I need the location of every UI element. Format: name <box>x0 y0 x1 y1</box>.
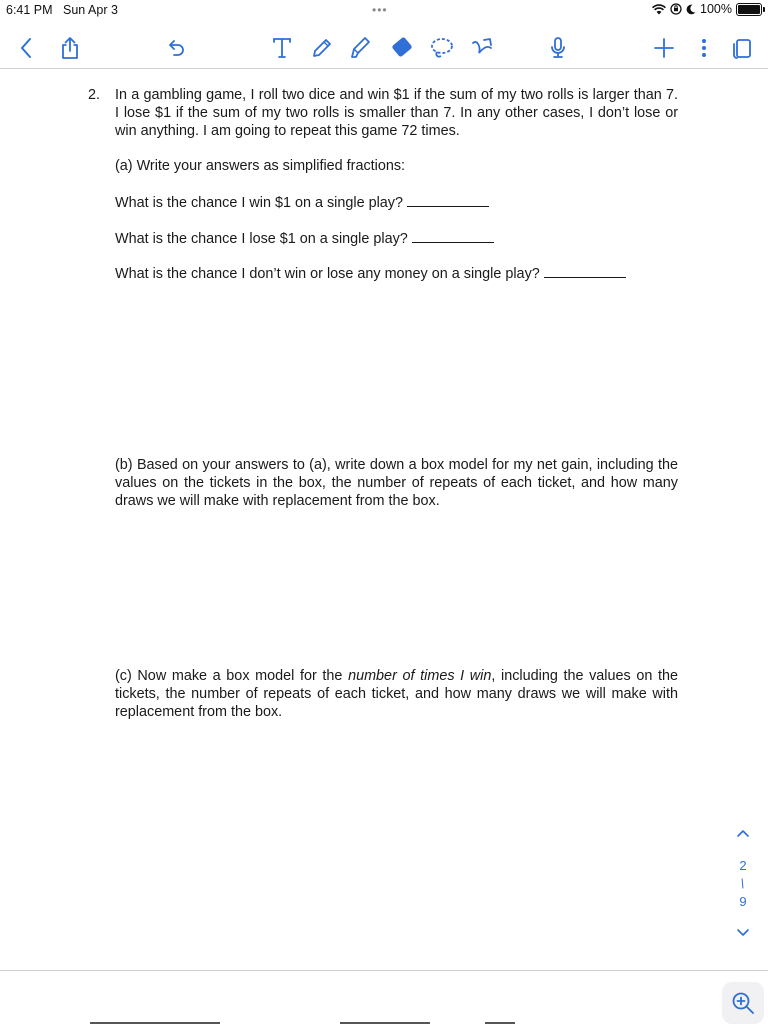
text-tool-icon <box>271 36 293 60</box>
battery-percent: 100% <box>700 2 732 16</box>
current-page: 2 <box>739 858 747 873</box>
moon-icon <box>686 4 696 15</box>
highlighter-tool-button[interactable] <box>346 32 378 64</box>
back-chevron-icon <box>19 37 33 59</box>
question-number: 2. <box>88 87 101 103</box>
page-break-line <box>0 970 768 971</box>
part-a-question-1 <box>115 192 678 212</box>
page-up-button[interactable] <box>728 826 758 844</box>
share-button[interactable] <box>54 32 86 64</box>
chevron-up-icon <box>736 828 750 838</box>
add-button[interactable] <box>648 32 680 64</box>
multitask-dots[interactable]: ••• <box>372 3 388 17</box>
orientation-lock-icon <box>670 3 682 15</box>
part-b-text: (b) Based on your answers to (a), write down a box model for my net gain, including the values on the tickets in the box, the number of repeats of each ticket, and how many draws we will make with replacement from the box. <box>115 457 678 509</box>
page-navigator <box>728 826 758 944</box>
part-c-suffix: , including the values on the tickets, the number of repeats of each ticket, and how many draws we will make with replacement from the box. <box>115 668 678 720</box>
text-tool-button[interactable] <box>266 32 298 64</box>
answer-blank-3[interactable] <box>544 263 626 278</box>
eraser-icon <box>388 36 416 60</box>
answer-blank-2[interactable] <box>412 228 494 243</box>
undo-icon <box>165 37 187 59</box>
page-view-icon <box>731 36 753 60</box>
zoom-button[interactable] <box>722 982 764 1024</box>
part-a-question-3 <box>115 263 678 283</box>
part-c-text <box>115 667 678 721</box>
part-a-q2-text: What is the chance I lose $1 on a single play? <box>115 231 408 247</box>
add-icon <box>653 37 675 59</box>
share-icon <box>60 36 80 60</box>
microphone-button[interactable] <box>542 32 574 64</box>
shapes-icon <box>469 36 495 60</box>
pen-icon <box>310 36 334 60</box>
page-separator: / <box>738 875 747 892</box>
part-a-q3-text: What is the chance I don’t win or lose any money on a single play? <box>115 266 540 282</box>
eraser-tool-button[interactable] <box>386 32 418 64</box>
status-right <box>652 2 762 16</box>
page-view-button[interactable] <box>726 32 758 64</box>
part-c-prefix: (c) Now make a box model for the <box>115 668 349 684</box>
more-button[interactable] <box>688 32 720 64</box>
undo-button[interactable] <box>160 32 192 64</box>
next-page-text-fragment <box>90 1020 690 1024</box>
part-c-emphasis: number of times I win <box>348 668 492 684</box>
battery-icon <box>736 3 762 16</box>
shapes-tool-button[interactable] <box>466 32 498 64</box>
chevron-down-icon <box>736 928 750 938</box>
highlighter-icon <box>349 36 375 60</box>
back-button[interactable] <box>10 32 42 64</box>
microphone-icon <box>548 35 568 61</box>
part-a-heading: (a) Write your answers as simplified fractions: <box>115 158 406 174</box>
status-date: Sun Apr 3 <box>63 3 118 17</box>
lasso-tool-button[interactable] <box>426 32 458 64</box>
question-text: In a gambling game, I roll two dice and win $1 if the sum of my two rolls is larger than 7. I lose $1 if the sum of my two rolls is smaller than 7. In any other cases, I don’t lose or win anything. I am going to repeat this game 72 times. <box>115 87 678 139</box>
part-a-q1-text: What is the chance I win $1 on a single play? <box>115 195 403 211</box>
part-a-question-2 <box>115 228 678 248</box>
toolbar <box>0 28 768 69</box>
page-down-button[interactable] <box>728 926 758 944</box>
next-page-peek <box>90 1016 690 1024</box>
total-pages: 9 <box>739 894 747 909</box>
wifi-icon <box>652 4 666 15</box>
more-icon <box>700 37 708 59</box>
lasso-icon <box>429 36 455 60</box>
answer-blank-1[interactable] <box>407 192 489 207</box>
status-bar <box>0 0 768 22</box>
zoom-in-icon <box>731 991 755 1015</box>
pen-tool-button[interactable] <box>306 32 338 64</box>
status-time: 6:41 PM <box>6 3 53 17</box>
